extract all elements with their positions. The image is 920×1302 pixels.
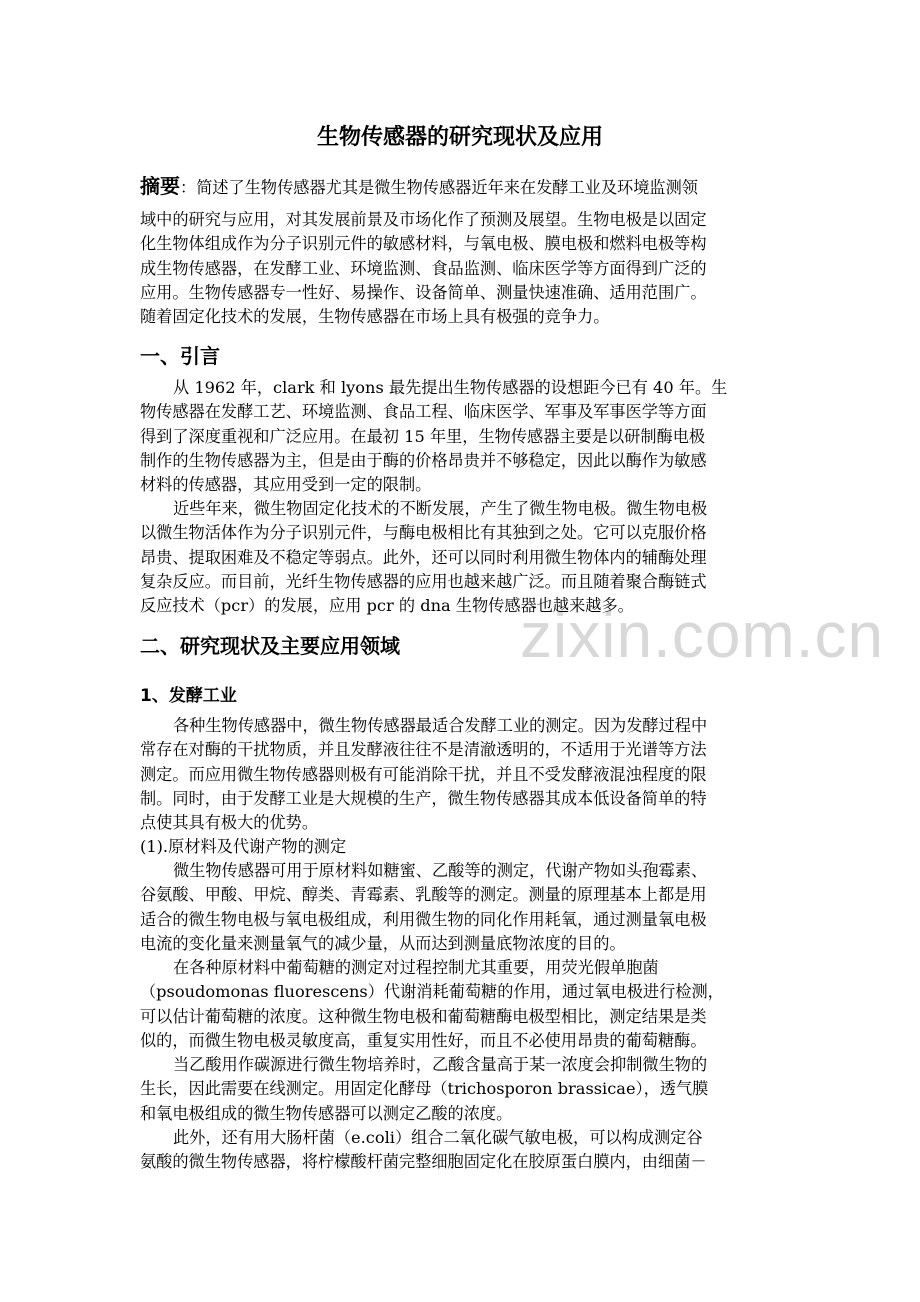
paragraph-line: 点使其具有极大的优势。 [140,813,319,833]
paragraph-line: 制。同时，由于发酵工业是大规模的生产，微生物传感器其成本低设备简单的特 [140,788,707,808]
paragraph-line: 微生物传感器可用于原材料如糖蜜、乙酸等的测定，代谢产物如头孢霉素、 [173,861,708,880]
paragraph-line: 适合的微生物电极与氧电极组成，利用微生物的同化作用耗氧，通过测量氧电极 [140,909,707,929]
paragraph-line: 物传感器在发酵工艺、环境监测、食品工程、临床医学、军事及军事医学等方面 [140,402,707,422]
raw-materials-paragraph-3 [140,1053,782,1126]
paragraph-line: 谷氨酸、甲酸、甲烷、醇类、青霉素、乳酸等的测定。测量的原理基本上都是用 [140,885,707,905]
subsection-heading-fermentation: 1、发酵工业 [140,686,237,706]
paragraph-line: 材料的传感器，其应用受到一定的限制。 [140,475,432,495]
paragraph-line: 近些年来，微生物固定化技术的不断发展，产生了微生物电极。微生物电极 [173,499,708,518]
intro-paragraph-1 [140,376,782,497]
section-heading-research: 二、研究现状及主要应用领域 [140,634,400,658]
raw-materials-paragraph-2 [140,956,782,1053]
abstract-line: 应用。生物传感器专一性好、易操作、设备简单、测量快速准确、适用范围广。 [140,282,707,302]
watermark: zixin.com.cn [520,599,885,671]
paragraph-line: 此外，还有用大肠杆菌（e.coli）组合二氧化碳气敏电极，可以构成测定谷 [173,1128,703,1147]
paragraph-line: 得到了深度重视和广泛应用。在最初 15 年里，生物传感器主要是以研制酶电极 [140,426,706,446]
abstract-body [140,208,782,329]
item-heading: (1).原材料及代谢产物的测定 [140,837,347,856]
paragraph-line: 制作的生物传感器为主，但是由于酶的价格昂贵并不够稳定，因此以酶作为敏感 [140,450,707,470]
item-heading-raw-materials [140,835,782,859]
paragraph-line: 电流的变化量来测量氧气的减少量，从而达到测量底物浓度的目的。 [140,933,626,953]
abstract-line: 成生物传感器，在发酵工业、环境监测、食品监测、临床医学等方面得到广泛的 [140,258,707,278]
document-title: 生物传感器的研究现状及应用 [316,125,603,150]
section-heading-intro: 一、引言 [140,344,220,368]
fermentation-paragraph [140,714,782,835]
paragraph-line: （psoudomonas fluorescens）代谢消耗葡萄糖的作用，通过氧电极进行检测， [140,982,724,1002]
abstract-line: 随着固定化技术的发展，生物传感器在市场上具有极强的竞争力。 [140,307,610,327]
paragraph-line: 氨酸的微生物传感器，将柠檬酸杆菌完整细胞固定化在胶原蛋白膜内，由细菌－ [140,1152,707,1172]
abstract-line: 化生物体组成作为分子识别元件的敏感材料，与氧电极、膜电极和燃料电极等构 [140,234,707,254]
abstract-label: 摘要 [140,174,180,198]
paragraph-line: 似的，而微生物电极灵敏度高，重复实用性好，而且不必使用昂贵的葡萄糖酶。 [140,1030,707,1050]
abstract-text-first: 简述了生物传感器尤其是微生物传感器近年来在发酵工业及环境监测领 [196,178,698,197]
paragraph-line: 当乙酸用作碳源进行微生物培养时，乙酸含量高于某一浓度会抑制微生物的 [173,1055,708,1074]
paragraph-line: 常存在对酶的干扰物质，并且发酵液往往不是清澈透明的，不适用于光谱等方法 [140,740,707,760]
abstract-colon: ： [180,178,197,197]
paragraph-line: 从 1962 年，clark 和 lyons 最先提出生物传感器的设想距今已有 40 年。生 [173,378,728,397]
abstract-first-line [140,172,782,200]
paragraph-line: 昂贵、提取困难及不稳定等弱点。此外，还可以同时利用微生物体内的辅酶处理 [140,547,707,567]
paragraph-line: 测定。而应用微生物传感器则极有可能消除干扰，并且不受发酵液混浊程度的限 [140,764,707,784]
abstract-line: 域中的研究与应用，对其发展前景及市场化作了预测及展望。生物电极是以固定 [140,210,707,229]
paragraph-line: 和氧电极组成的微生物传感器可以测定乙酸的浓度。 [140,1103,513,1123]
paragraph-line: 复杂反应。而目前，光纤生物传感器的应用也越来越广泛。而且随着聚合酶链式 [140,571,707,591]
raw-materials-paragraph-1 [140,859,782,956]
raw-materials-paragraph-4 [140,1126,782,1175]
paragraph-line: 各种生物传感器中，微生物传感器最适合发酵工业的测定。因为发酵过程中 [173,716,708,735]
paragraph-line: 在各种原材料中葡萄糖的测定对过程控制尤其重要，用荧光假单胞菌 [173,958,659,977]
paragraph-line: 以微生物活体作为分子识别元件，与酶电极相比有其独到之处。它可以克服价格 [140,523,707,543]
paragraph-line: 可以估计葡萄糖的浓度。这种微生物电极和葡萄糖酶电极型相比，测定结果是类 [140,1006,707,1026]
paragraph-line: 反应技术（pcr）的发展，应用 pcr 的 dna 生物传感器也越来越多。 [140,596,634,616]
intro-paragraph-2 [140,497,782,618]
paragraph-line: 生长，因此需要在线测定。用固定化酵母（trichosporon brassicae），透气膜 [140,1079,709,1099]
